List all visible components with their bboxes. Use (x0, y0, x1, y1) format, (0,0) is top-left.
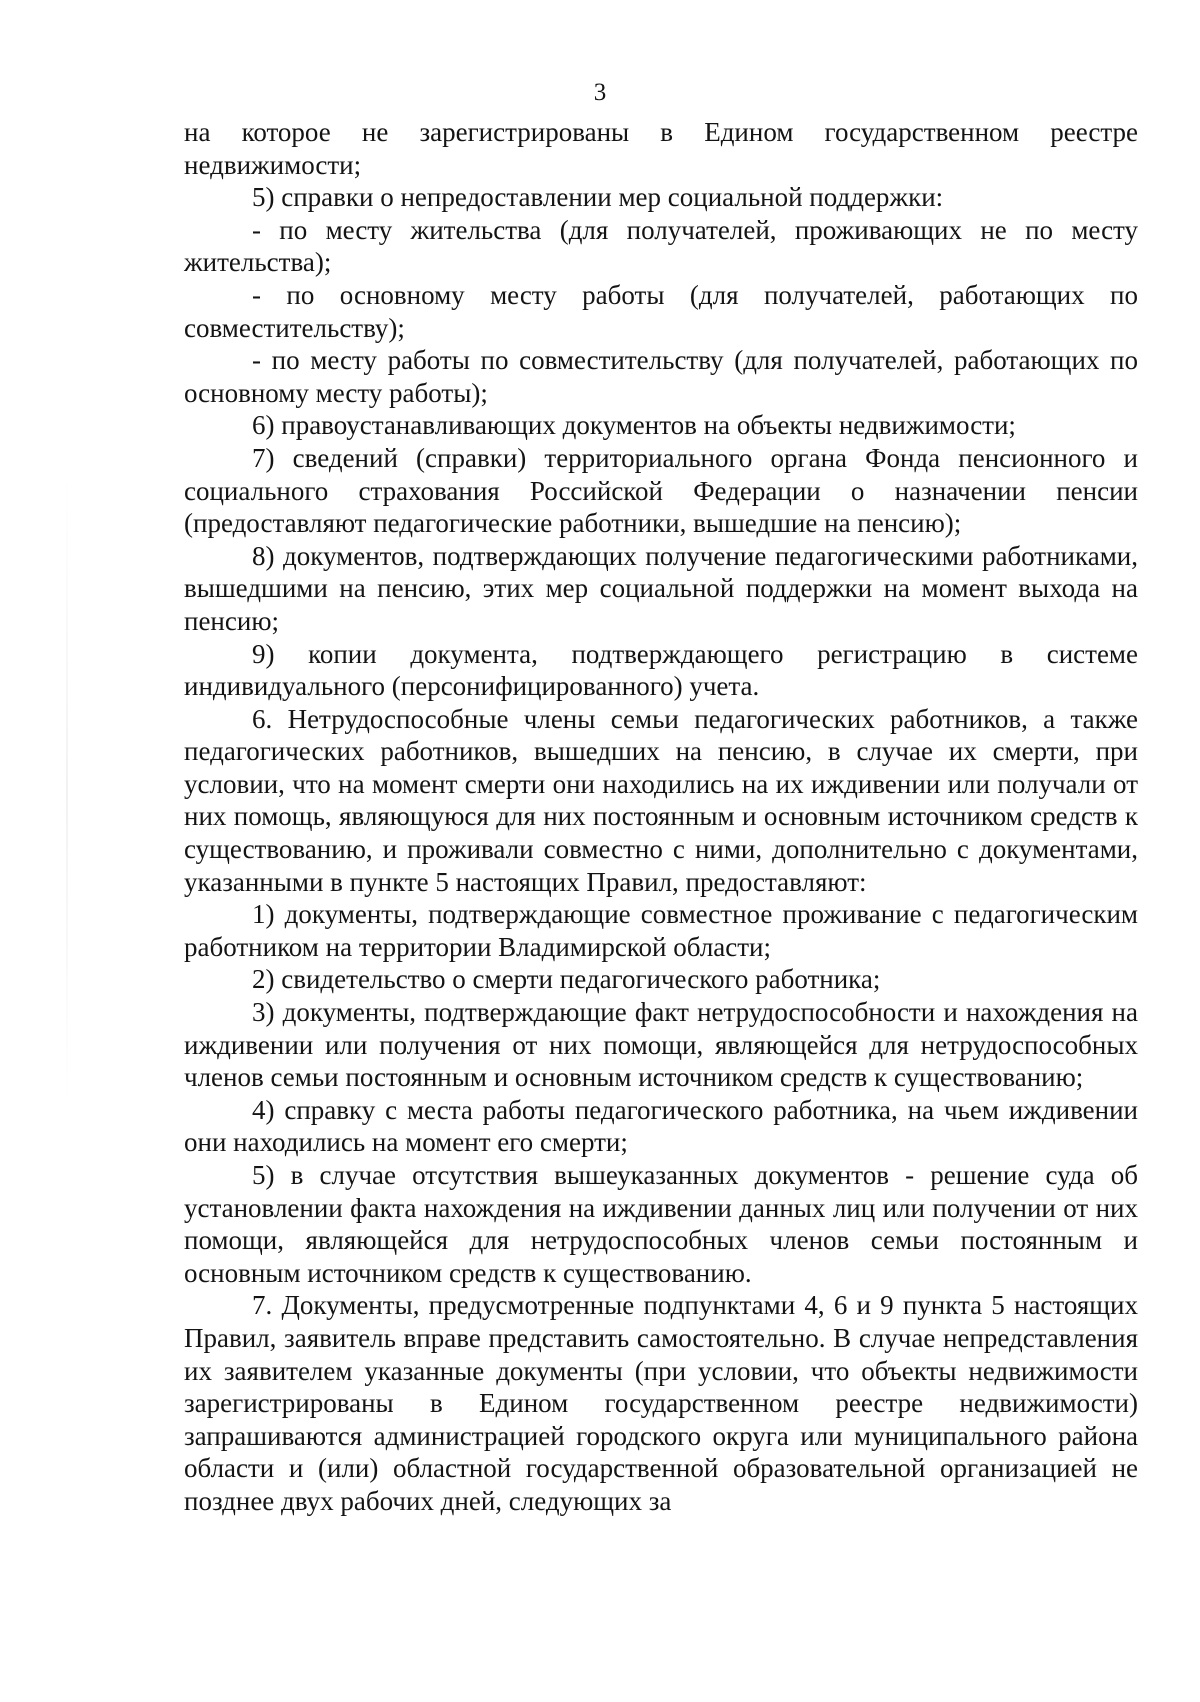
paragraph-item-6: 6) правоустанавливающих документов на объекты недвижимости; (252, 410, 1016, 441)
paragraph-item-7: 7) сведений (справки) территориального органа Фонда пенсионного и социального страхования Российской Федерации о назначении пенсии (предоставляют педагогические работники, вышедшие на пенсию); (184, 442, 1138, 539)
paragraph-item-5: 5) справки о непредоставлении мер социальной поддержки: (252, 182, 944, 213)
paragraph-section-6-item-2: 2) свидетельство о смерти педагогического работника; (252, 964, 881, 995)
scan-shadow (66, 470, 68, 1110)
paragraph-continuation: на которое не зарегистрированы в Едином государственном реестре недвижимости; (184, 117, 1138, 180)
paragraph-section-6-item-4: 4) справку с места работы педагогического работника, на чьем иждивении они находились на момент его смерти; (184, 1094, 1138, 1158)
paragraph-section-7: 7. Документы, предусмотренные подпунктами 4, 6 и 9 пункта 5 настоящих Правил, заявитель вправе представить самостоятельно. В случае непредставления их заявителем указанные документы (при условии, что объекты недвижимости зарегистрированы в Едином государственном реестре недвижимости) запрашиваются администрацией городского округа или муниципального района области и (или) областной государственной образовательной организацией не позднее двух рабочих дней, следующих за (184, 1290, 1138, 1516)
paragraph-section-6-item-5: 5) в случае отсутствия вышеуказанных документов - решение суда об установлении факта нахождения на иждивении данных лиц или получении от них помощи, являющейся для нетрудоспособных членов семьи постоянным и основным источником средств к существованию. (184, 1160, 1138, 1288)
paragraph-item-5-part-time: - по месту работы по совместительству (для получателей, работающих по основному месту работы); (184, 345, 1138, 408)
document-body (184, 116, 1138, 1518)
paragraph-section-6-item-1: 1) документы, подтверждающие совместное проживание с педагогическим работником на территории Владимирской области; (184, 899, 1138, 962)
page-number: 3 (593, 79, 607, 106)
paragraph-section-6-item-3: 3) документы, подтверждающие факт нетрудоспособности и нахождения на иждивении или получения от них помощи, являющейся для нетрудоспособных членов семьи постоянным и основным источником средств к существованию; (184, 997, 1138, 1093)
paragraph-section-6: 6. Нетрудоспособные члены семьи педагогических работников, а также педагогических работников, вышедших на пенсию, в случае их смерти, при условии, что на момент смерти они находились на их иждивении или получали от них помощь, являющуюся для них постоянным и основным источником средств к существованию, и проживали совместно с ними, дополнительно с документами, указанными в пункте 5 настоящих Правил, предоставляют: (184, 703, 1138, 897)
paragraph-item-8: 8) документов, подтверждающих получение педагогическими работниками, вышедшими на пенсию, этих мер социальной поддержки на момент выхода на пенсию; (184, 540, 1138, 636)
paragraph-item-5-main-work: - по основному месту работы (для получателей, работающих по совместительству); (184, 279, 1138, 343)
paragraph-item-9: 9) копии документа, подтверждающего регистрацию в системе индивидуального (персонифицированного) учета. (184, 638, 1138, 702)
paragraph-item-5-residence: - по месту жительства (для получателей, проживающих не по месту жительства); (184, 214, 1138, 278)
